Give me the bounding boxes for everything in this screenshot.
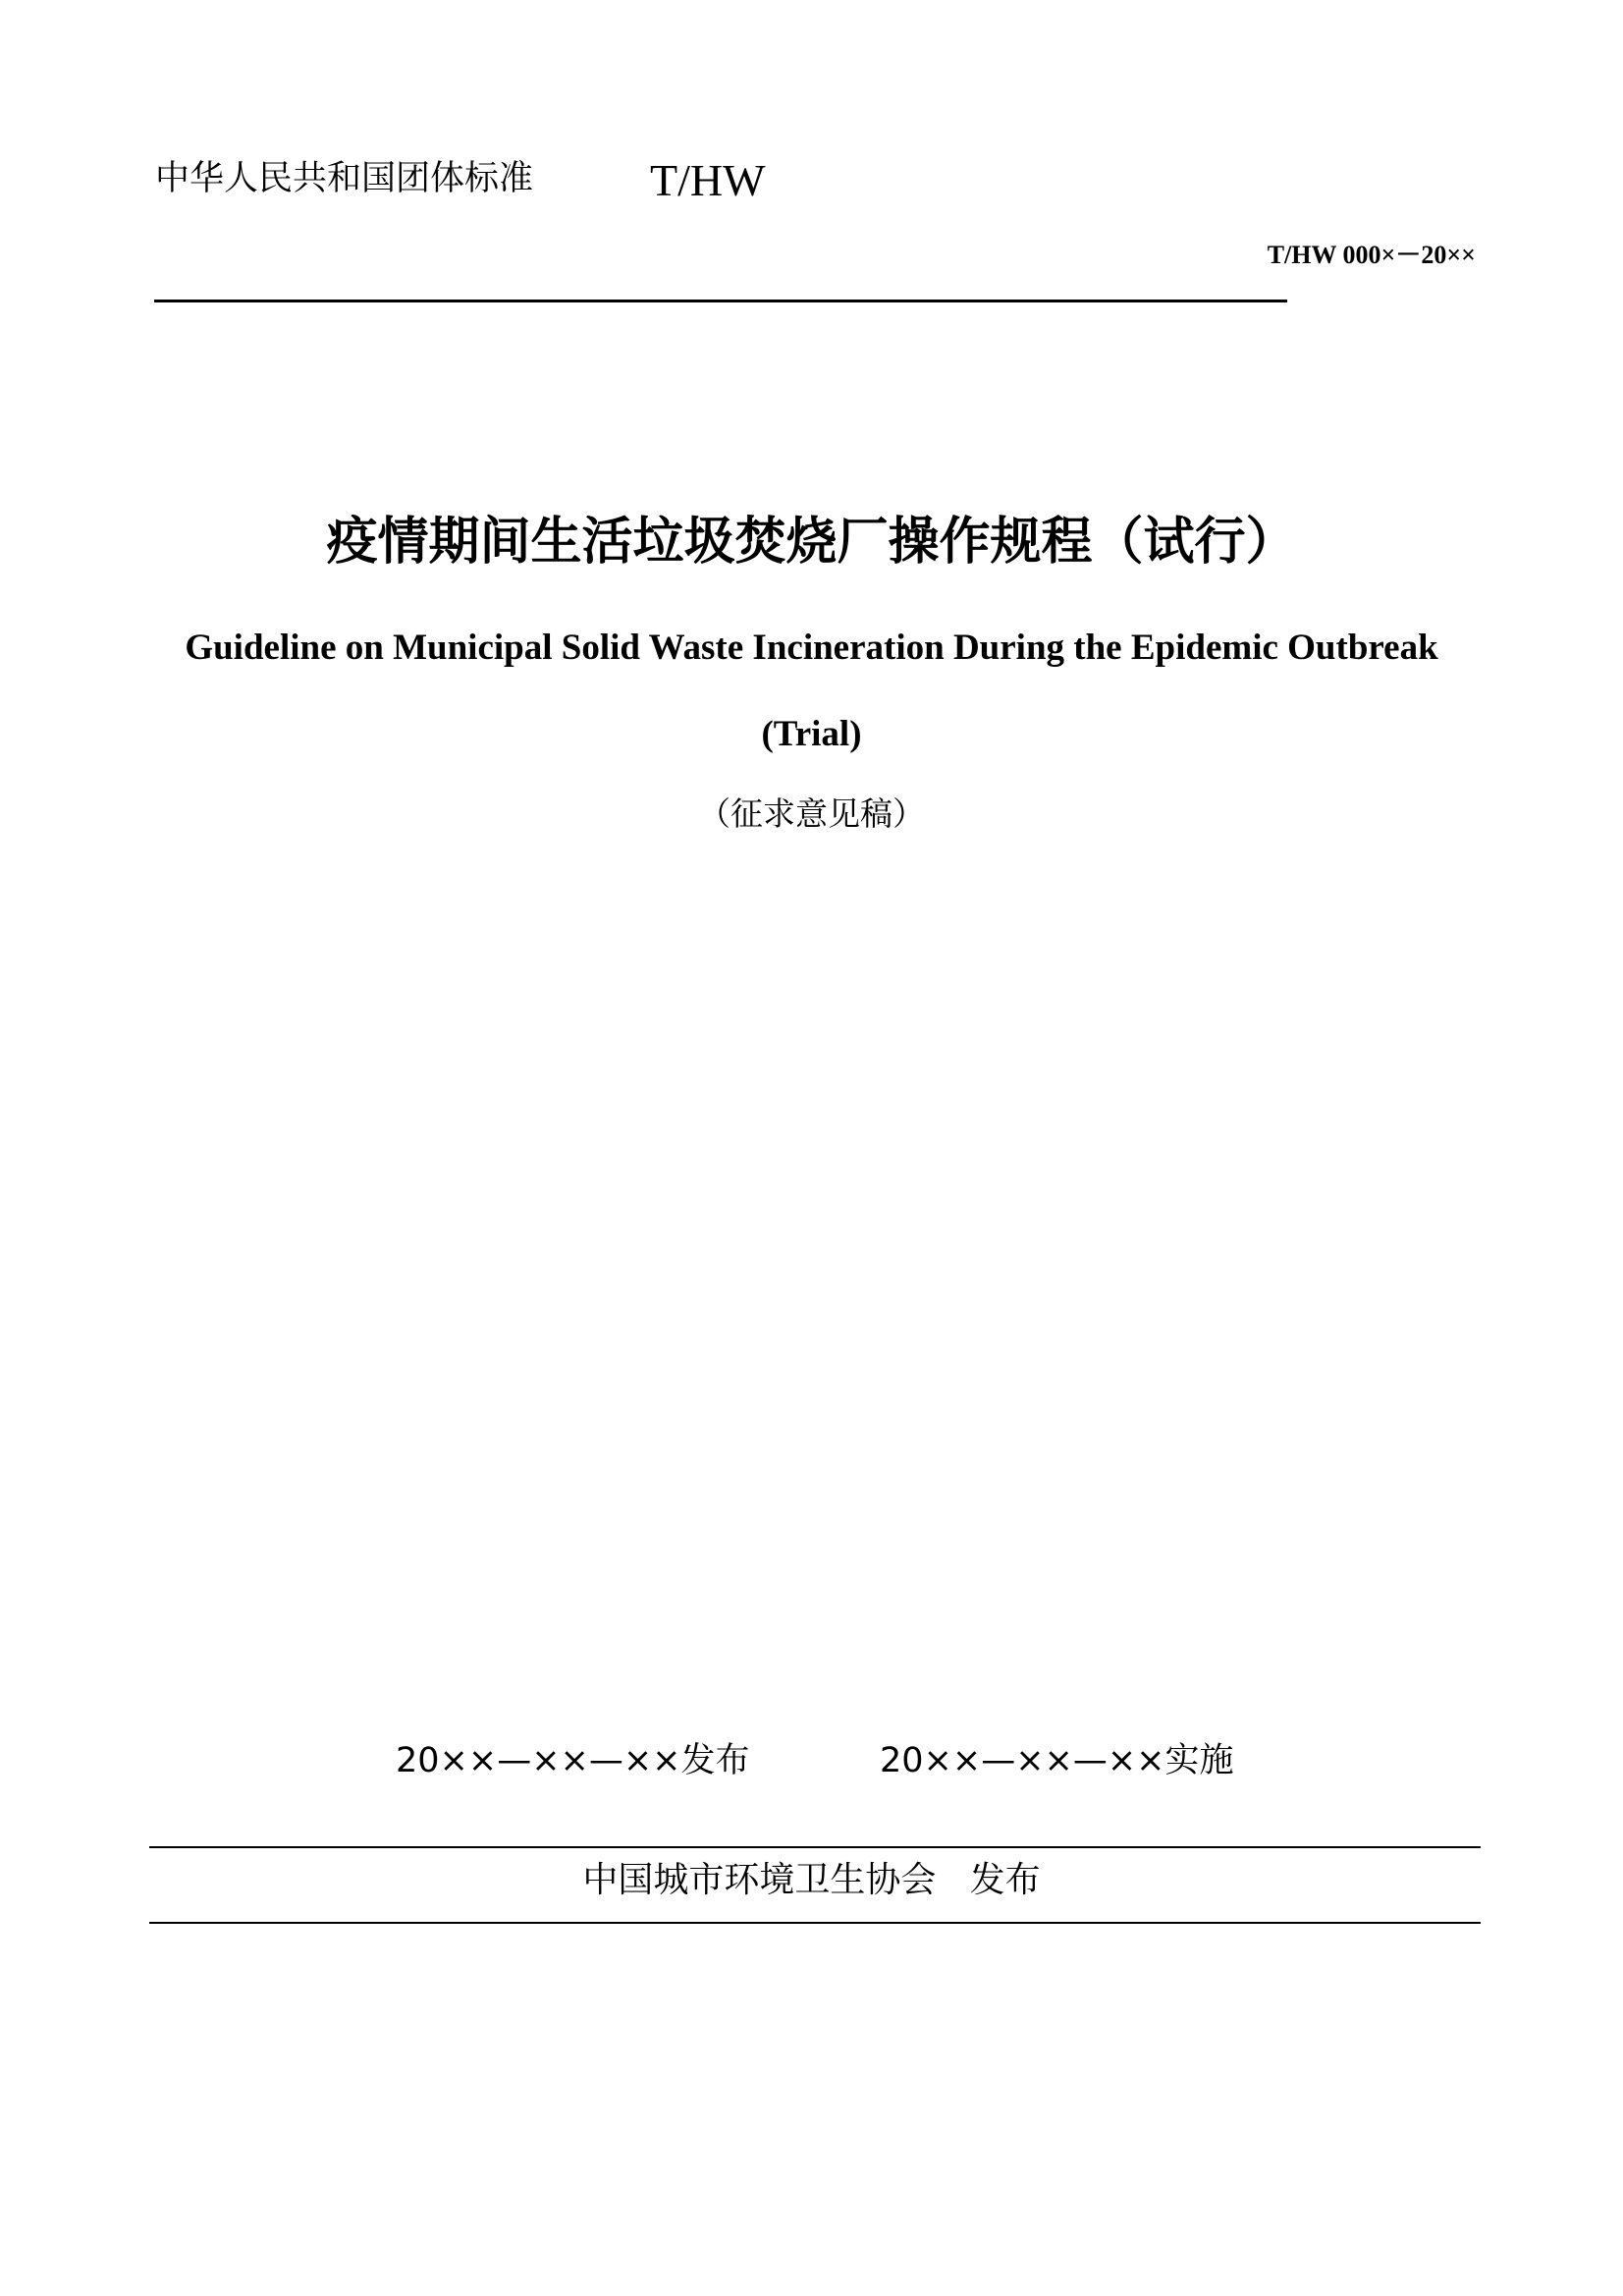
issue-date: 20××—××—××发布	[396, 1741, 750, 1780]
document-title-english-trial: (Trial)	[761, 714, 862, 754]
standard-code-prefix: T/HW	[650, 155, 766, 205]
document-title-english: Guideline on Municipal Solid Waste Incineration During the Epidemic Outbreak	[185, 628, 1438, 668]
standard-category-label: 中华人民共和国团体标准	[155, 159, 534, 198]
header-divider	[154, 300, 1287, 302]
effective-date: 20××—××—××实施	[880, 1741, 1234, 1780]
draft-status-note: （征求意见稿）	[698, 794, 925, 833]
publisher-line: 中国城市环境卫生协会 发布	[582, 1860, 1041, 1900]
footer-bottom-divider	[149, 1922, 1481, 1924]
standard-number: T/HW 000×－20××	[1267, 241, 1476, 269]
document-title-chinese: 疫情期间生活垃圾焚烧厂操作规程（试行）	[326, 513, 1297, 572]
footer-top-divider	[149, 1846, 1481, 1848]
